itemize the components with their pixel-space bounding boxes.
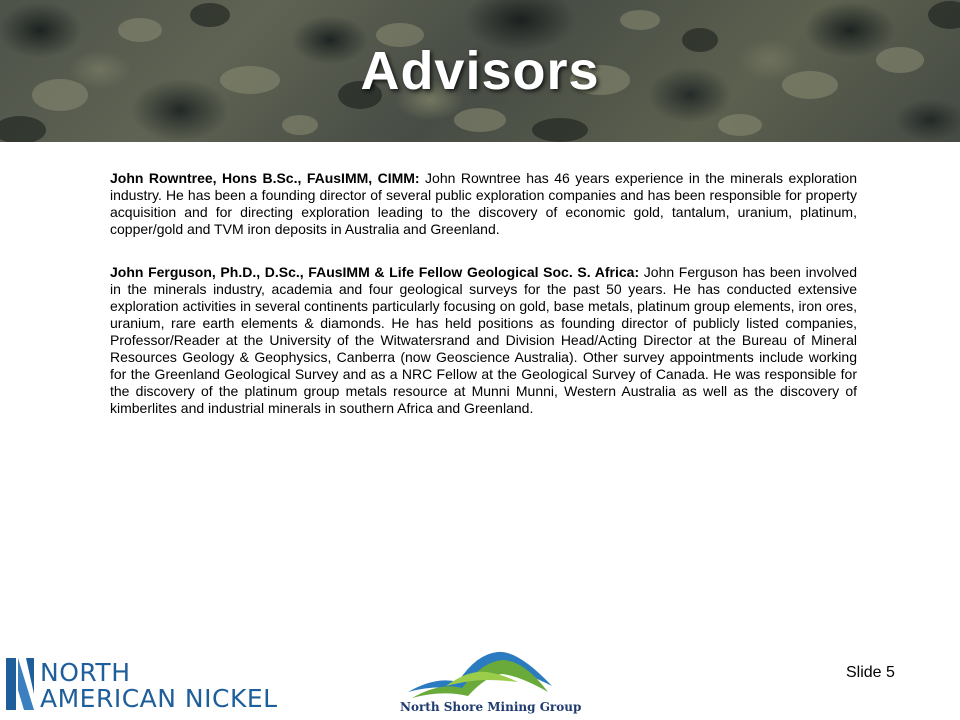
nickel-logo-line1: NORTH	[40, 658, 131, 687]
slide-title: Advisors	[360, 41, 600, 101]
north-shore-mining-logo	[400, 646, 582, 718]
header-rock-banner	[0, 0, 960, 142]
advisor-bio: John Ferguson has been involved in the minerals industry, academia and four geological surveys for the past 50 years. He has conducted extensive exploration activities in several continents particularly focusing on gold, base metals, platinum group elements, iron ores, uranium, rare earth elements & diamonds. He has held positions as founding director of publicly listed companies, Professor/Reader at the University of the Witwatersrand and Division Head/Acting Director at the Bureau of Mineral Resources Geology & Geophysics, Canberra (now Geoscience Australia). Other survey appointments include working for the Greenland Geological Survey and as a NRC Fellow at the Geological Survey of Canada. He was responsible for the discovery of the platinum group metals resource at Munni Munni, Western Australia as well as the discovery of kimberlites and industrial minerals in southern Africa and Greenland.	[110, 264, 857, 416]
advisor-name: John Rowntree, Hons B.Sc., FAusIMM, CIMM:	[110, 170, 420, 186]
north-american-nickel-logo	[4, 652, 278, 714]
nickel-logo-line2: AMERICAN NICKEL	[40, 684, 278, 713]
advisor-entry	[110, 170, 857, 238]
north-shore-mining-label: North Shore Mining Group	[400, 700, 582, 714]
slide-number: Slide 5	[846, 664, 895, 681]
advisors-list	[110, 170, 857, 443]
advisor-entry	[110, 264, 857, 417]
advisor-name: John Ferguson, Ph.D., D.Sc., FAusIMM & Life Fellow Geological Soc. S. Africa:	[110, 264, 640, 280]
mountain-logo-icon	[406, 646, 554, 700]
advisor-bio: John Rowntree has 46 years experience in the minerals exploration industry. He has been a founding director of several public exploration companies and has been responsible for property acquisition and for directing exploration leading to the discovery of economic gold, tantalum, uranium, platinum, copper/gold and TVM iron deposits in Australia and Greenland.	[110, 170, 857, 237]
nickel-logo-mark-icon	[4, 654, 36, 712]
